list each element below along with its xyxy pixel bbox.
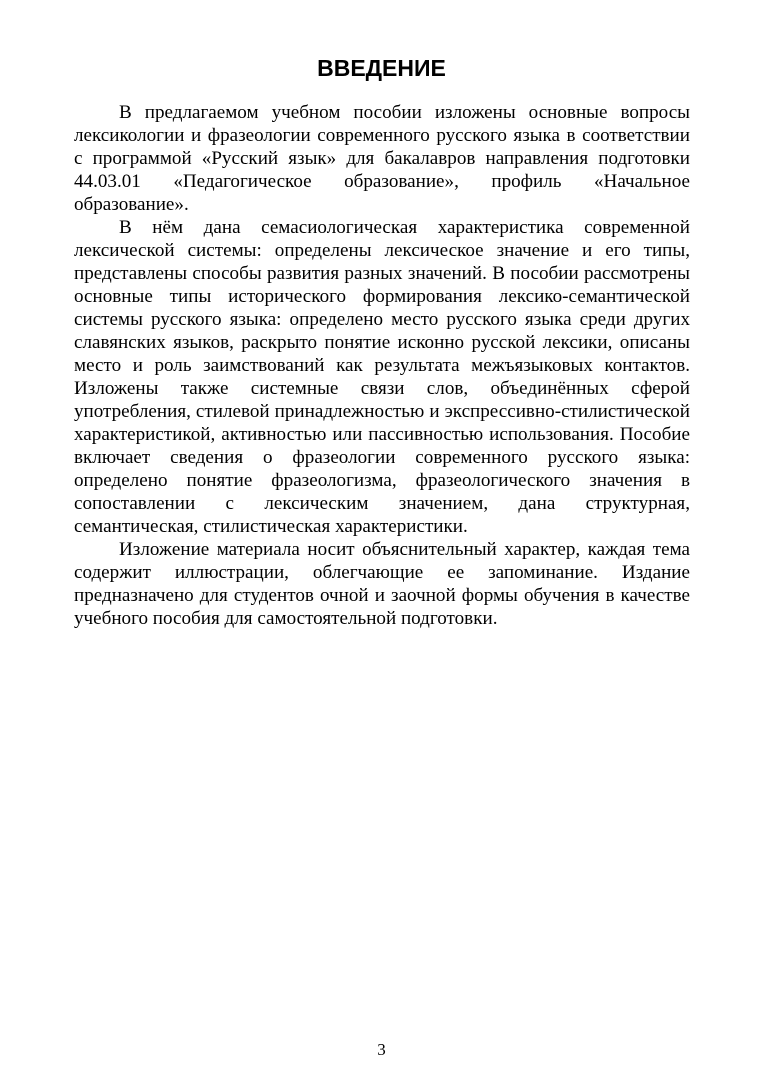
page-number: 3 — [377, 1040, 386, 1059]
page-title: ВВЕДЕНИЕ — [317, 55, 446, 81]
paragraph-purpose: Изложение материала носит объяснительный характер, каждая тема содержит иллюстрации, облегчающие ее запоминание. Издание предназначено для студентов очной и заочной формы обучения в качестве учебного пособия для самостоятельной подготовки. — [74, 539, 690, 629]
body-text — [74, 101, 690, 630]
paragraph-content: В нём дана семасиологическая характеристика современной лексической системы: определены лексическое значение и его типы, представлены способы развития разных значений. В пособии рассмотрены основные типы исторического формирования лексико-семантической системы русского языка: определено место русского языка среди других славянских языков, раскрыто понятие исконно русской лексики, описаны место и роль заимствований как результата межъязыковых контактов. Изложены также системные связи слов, объединённых сферой употребления, стилевой принадлежностью и экспрессивно-стилистической характеристикой, активностью или пассивностью использования. Пособие включает сведения о фразеологии современного русского языка: определено понятие фразеологизма, фразеологического значения в сопоставлении с лексическим значением, дана структурная, семантическая, стилистическая характеристики. — [74, 217, 690, 537]
paragraph-intro: В предлагаемом учебном пособии изложены основные вопросы лексикологии и фразеологии современного русского языка в соответствии с программой «Русский язык» для бакалавров направления подготовки 44.03.01 «Педагогическое образование», профиль «Начальное образование». — [74, 102, 690, 215]
